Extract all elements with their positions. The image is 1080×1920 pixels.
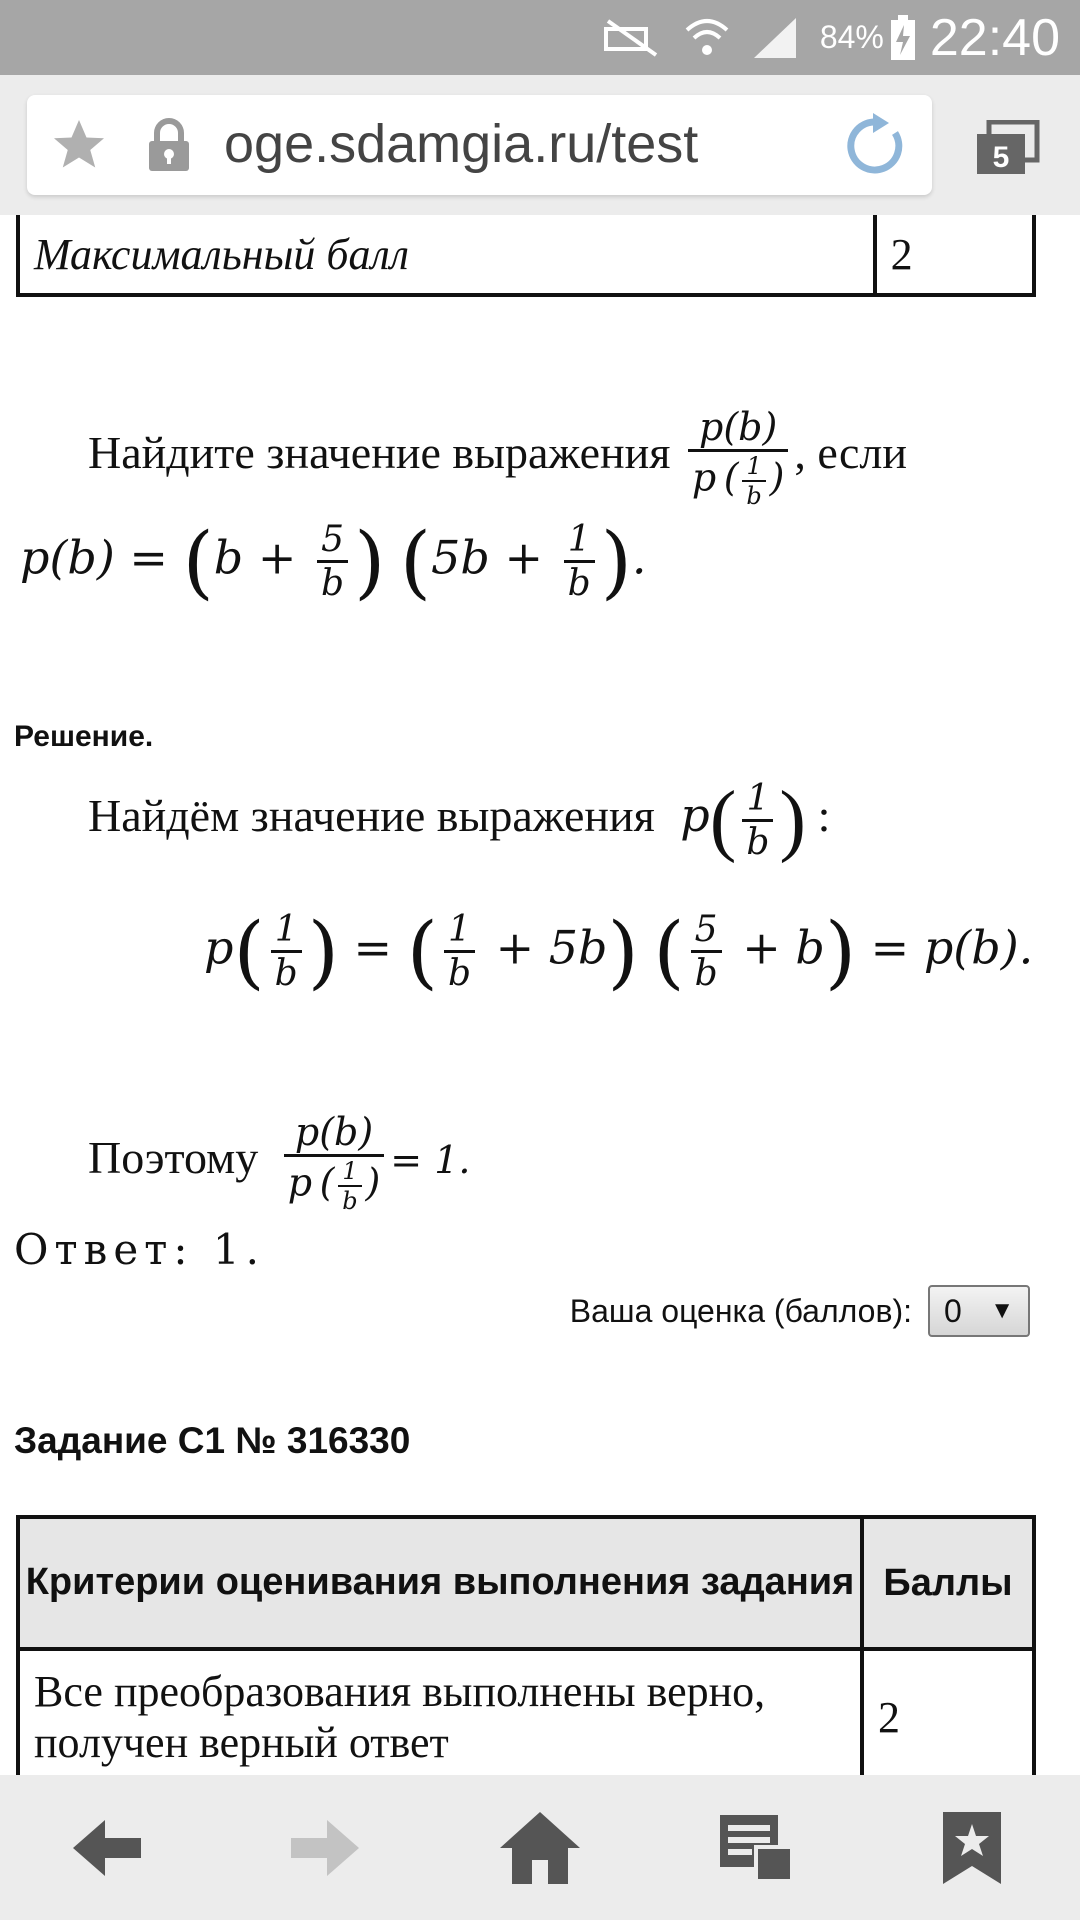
formula-definition: p(b) = (b + $\frac{5}{b}$ ) (5b + $\frac{1}{b}$ ). (20, 515, 647, 608)
points-header: Баллы (862, 1517, 1034, 1649)
reader-icon (720, 1815, 792, 1881)
solution-step-3: Поэтому p(b) p ( $\frac{1}{b}$ ) = 1. (88, 1110, 471, 1215)
score-select[interactable] (928, 1285, 1030, 1337)
back-button[interactable] (53, 1793, 163, 1903)
browser-toolbar (0, 75, 1080, 215)
address-bar[interactable] (27, 95, 932, 195)
criteria-header: Критерии оценивания выполнения задания (18, 1517, 862, 1649)
max-score-table (16, 215, 1036, 297)
solution-heading: Решение. (14, 720, 154, 753)
grading-row (570, 1285, 1030, 1337)
points-cell: 2 (862, 1649, 1034, 1775)
task-title: Задание C1 № 316330 (14, 1420, 411, 1461)
back-icon (73, 1818, 143, 1878)
problem-if: , если (794, 427, 907, 479)
battery-charging-icon (890, 15, 916, 61)
dropdown-arrow-icon: ▼ (990, 1297, 1014, 1324)
bottom-navigation (0, 1775, 1080, 1920)
grading-label: Ваша оценка (баллов): (569, 1292, 912, 1329)
url-text[interactable]: oge.sdamgia.ru/test (224, 114, 699, 174)
tabs-icon[interactable] (975, 120, 1041, 181)
solution-step-2: p( $\frac{1}{b}$ ) = ( $\frac{1}{b}$ + 5b) ( $\frac{5}{b}$ + b) = p(b). (204, 905, 1034, 998)
signal-icon (752, 16, 798, 60)
problem-statement (88, 405, 907, 510)
forward-icon (289, 1818, 359, 1878)
score-select-value: 0 (944, 1292, 962, 1329)
table-row (18, 1649, 1034, 1775)
forward-button[interactable] (269, 1793, 379, 1903)
criteria-table (16, 1515, 1036, 1775)
battery-percentage: 84% (819, 19, 884, 55)
lock-icon (145, 117, 193, 178)
solution-step-1-text: Найдём значение выражения (88, 790, 655, 842)
bookmarks-icon (943, 1812, 1001, 1884)
formula-fraction: p(b) p ( $\frac{1}{b}$ ) (688, 405, 789, 510)
problem-intro: Найдите значение выражения (88, 427, 671, 479)
answer-text: Ответ: 1. (14, 1225, 265, 1274)
mute-icon (602, 17, 662, 59)
page-content (0, 215, 1080, 1775)
wifi-icon (684, 16, 730, 60)
max-score-label: Максимальный балл (18, 215, 875, 295)
max-score-value: 2 (875, 215, 1034, 295)
solution-step-1: Найдём значение выражения p( $\frac{1}{b}$ ) : (88, 776, 831, 864)
clock: 22:40 (929, 8, 1060, 67)
bookmarks-button[interactable] (917, 1793, 1027, 1903)
solution-step-3-text: Поэтому (88, 1132, 259, 1184)
home-icon (500, 1812, 580, 1884)
bookmark-star-icon[interactable] (47, 115, 111, 180)
reload-icon[interactable] (843, 113, 909, 184)
reader-button[interactable] (701, 1793, 811, 1903)
home-button[interactable] (485, 1793, 595, 1903)
tab-count: 5 (992, 141, 1010, 174)
status-bar (0, 0, 1080, 75)
criteria-cell: Все преобразования выполнены верно, получен верный ответ (18, 1649, 862, 1775)
